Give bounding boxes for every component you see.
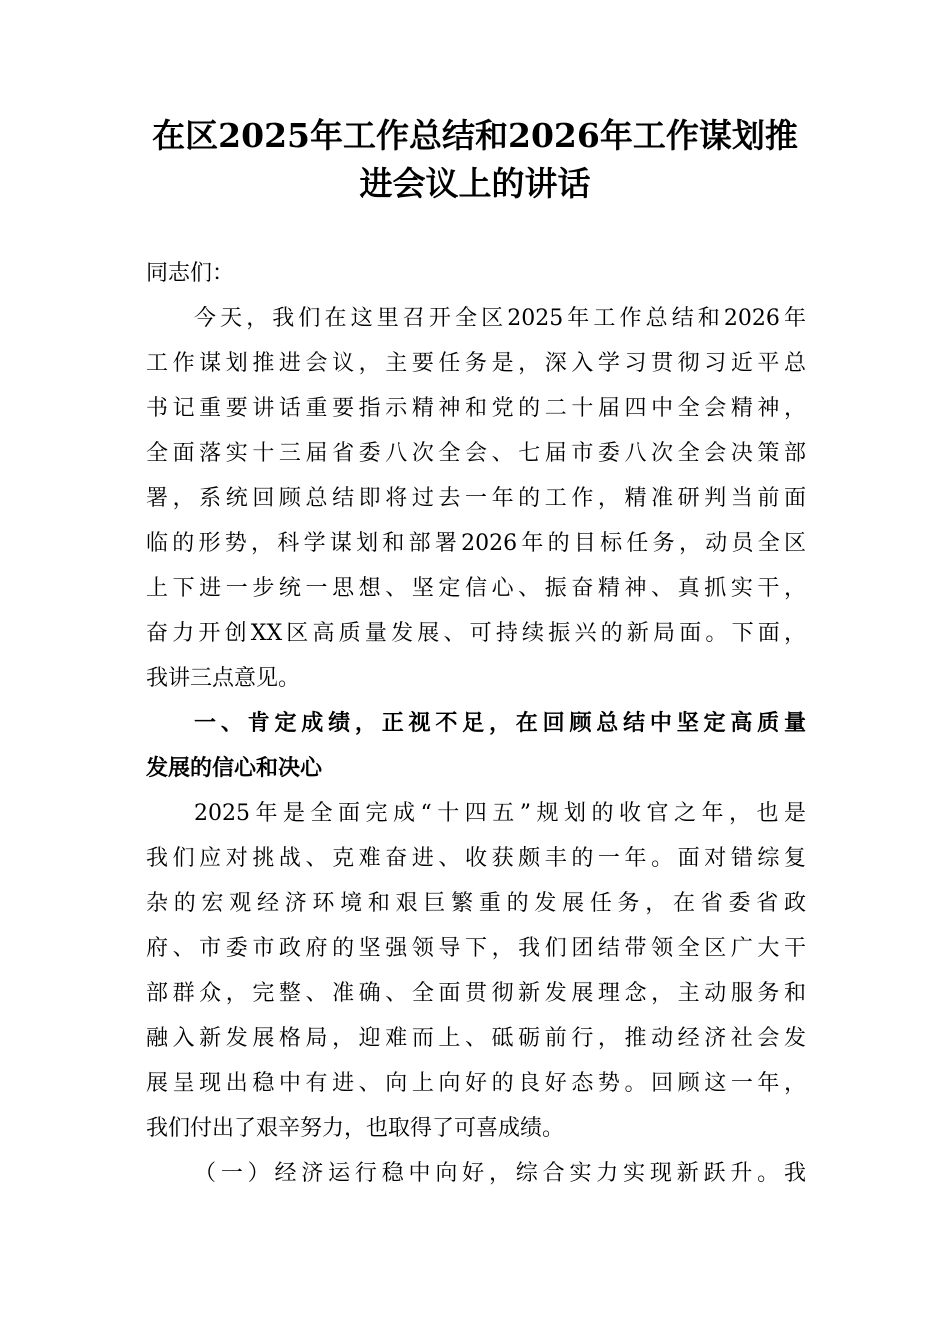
salutation: 同志们： [146,261,235,286]
section-heading-1-line: 发展的信心和决心 [146,756,323,781]
paragraph-1-line: 工作谋划推进会议，主要任务是，深入学习贯彻习近平总 [146,351,806,376]
paragraph-1-line: 临的形势，科学谋划和部署2026年的目标任务，动员全区 [146,531,806,556]
paragraph-2-line: 融入新发展格局，迎难而上、砥砺前行，推动经济社会发 [146,1026,806,1051]
subheading-1-line: （一）经济运行稳中向好，综合实力实现新跃升。我 [194,1161,806,1186]
paragraph-1-line: 今天，我们在这里召开全区2025年工作总结和2026年 [194,306,806,331]
paragraph-2-line: 2025年是全面完成“十四五”规划的收官之年，也是 [194,801,806,826]
paragraph-2-line: 杂的宏观经济环境和艰巨繁重的发展任务，在省委省政 [146,891,806,916]
paragraph-2-line: 展呈现出稳中有进、向上向好的良好态势。回顾这一年， [146,1071,806,1096]
section-heading-1-line: 一、肯定成绩，正视不足，在回顾总结中坚定高质量 [194,711,806,736]
paragraph-1-line: 上下进一步统一思想、坚定信心、振奋精神、真抓实干， [146,576,806,601]
paragraph-2-line: 部群众，完整、准确、全面贯彻新发展理念，主动服务和 [146,981,806,1006]
paragraph-1-line: 全面落实十三届省委八次全会、七届市委八次全会决策部 [146,441,806,466]
document-body [146,251,806,1196]
paragraph-1-line: 我讲三点意见。 [146,666,301,691]
paragraph-2-line: 我们付出了艰辛努力，也取得了可喜成绩。 [146,1116,565,1141]
paragraph-1-line: 奋力开创XX区高质量发展、可持续振兴的新局面。下面， [146,621,806,646]
paragraph-1-line: 署，系统回顾总结即将过去一年的工作，精准研判当前面 [146,486,806,511]
paragraph-1-line: 书记重要讲话重要指示精神和党的二十届四中全会精神， [146,396,806,421]
title-line-2: 进会议上的讲话 [359,164,591,203]
paragraph-2-line: 府、市委市政府的坚强领导下，我们团结带领全区广大干 [146,936,806,961]
title-line-1: 在区2025年工作总结和2026年工作谋划推 [152,116,798,155]
document-title [140,112,810,208]
paragraph-2-line: 我们应对挑战、克难奋进、收获颇丰的一年。面对错综复 [146,846,806,871]
